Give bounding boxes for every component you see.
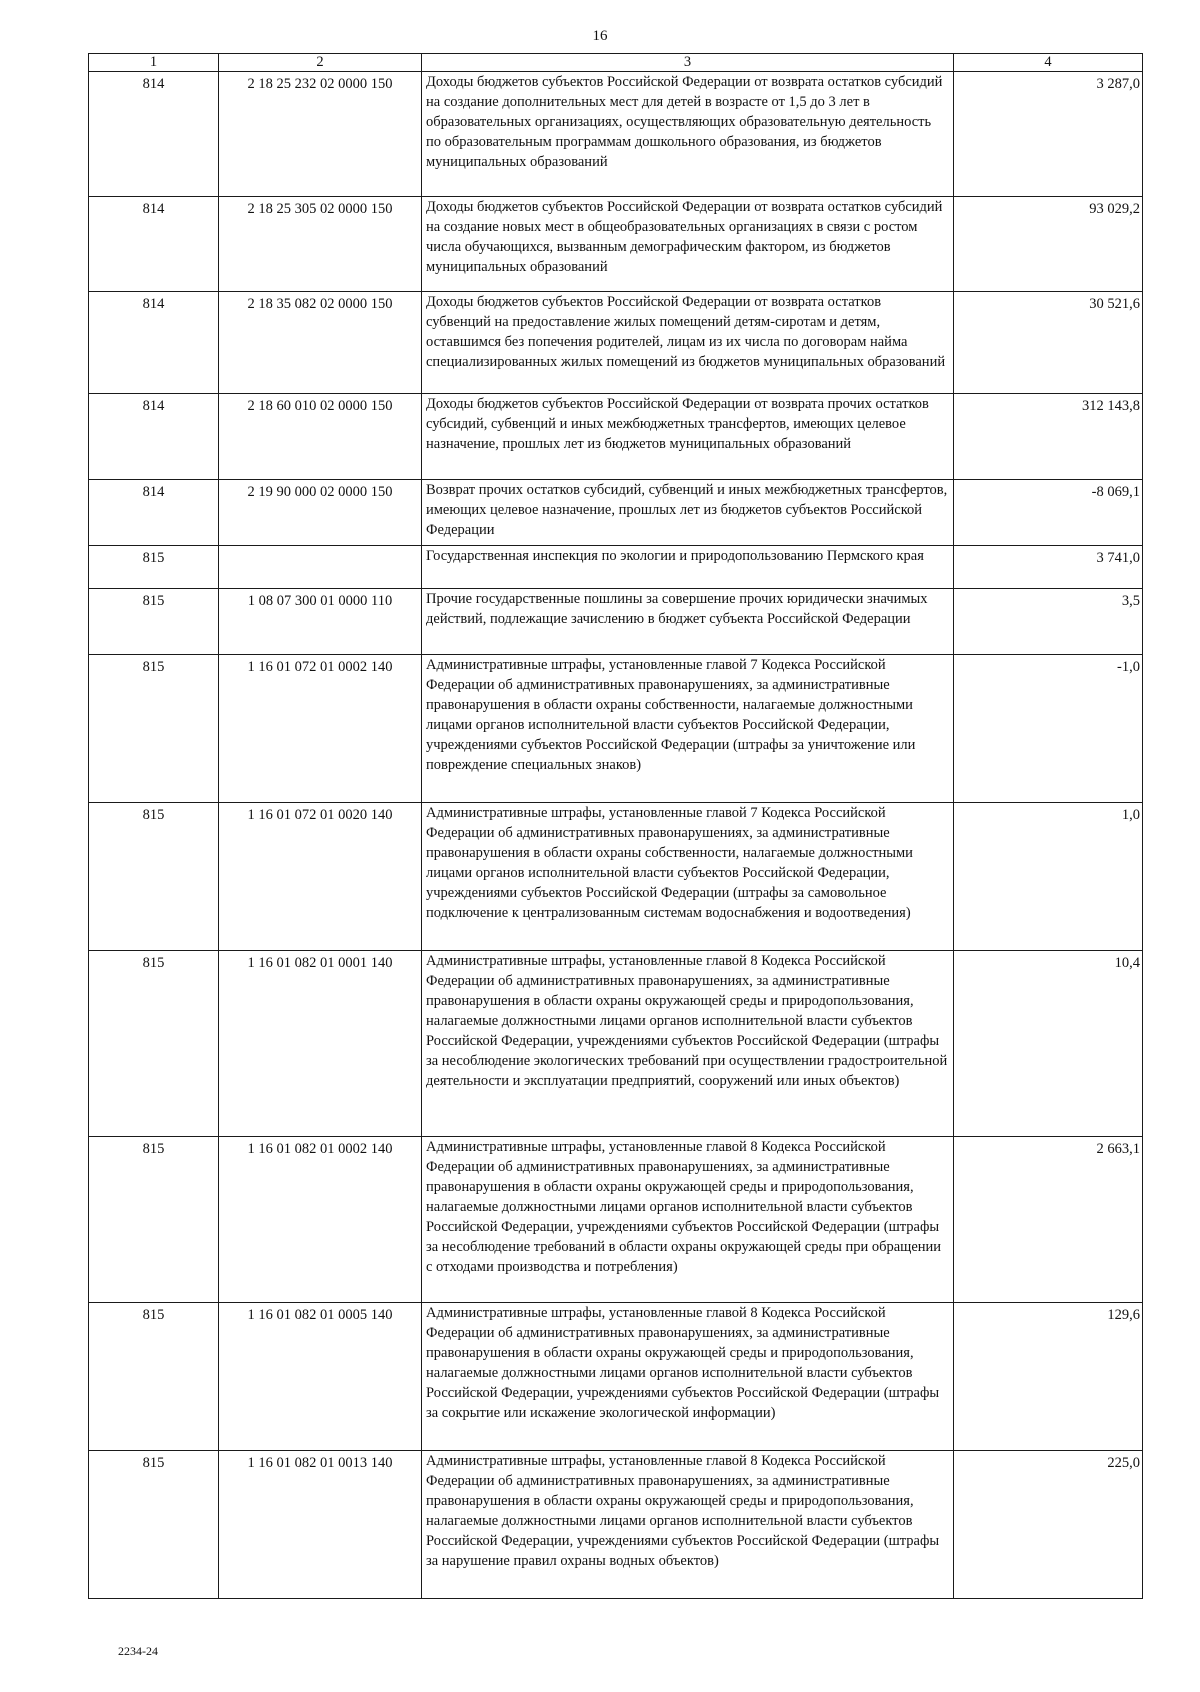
amount-cell: -8 069,1 — [954, 480, 1143, 546]
budget-code-cell: 2 18 35 082 02 0000 150 — [219, 292, 422, 394]
column-header-1: 1 — [89, 54, 219, 72]
table-row — [89, 394, 1143, 480]
admin-code-cell: 815 — [89, 951, 219, 1137]
revenue-name-cell: Административные штрафы, установленные главой 8 Кодекса Российской Федерации об административных правонарушениях, за административные правонарушения в области охраны окружающей среды и природопользования, налагаемые должностными лицами органов исполнительной власти субъектов Российской Федерации, учреждениями субъектов Российской Федерации (штрафы за нарушение правил охраны водных объектов) — [422, 1451, 954, 1599]
admin-code-cell: 815 — [89, 803, 219, 951]
page-number: 16 — [592, 28, 608, 44]
budget-code-cell: 1 16 01 072 01 0002 140 — [219, 655, 422, 803]
table-row — [89, 1137, 1143, 1303]
table-row — [89, 1303, 1143, 1451]
amount-cell: 225,0 — [954, 1451, 1143, 1599]
revenue-name-cell: Доходы бюджетов субъектов Российской Федерации от возврата остатков субсидий на создание дополнительных мест для детей в возрасте от 1,5 до 3 лет в образовательных организациях, осуществляющих образовательную деятельность по образовательным программам дошкольного образования, из бюджетов муниципальных образований — [422, 72, 954, 197]
budget-code-cell: 2 19 90 000 02 0000 150 — [219, 480, 422, 546]
admin-code-cell: 815 — [89, 1303, 219, 1451]
budget-code-cell — [219, 546, 422, 589]
amount-cell: 3 287,0 — [954, 72, 1143, 197]
table-row — [89, 480, 1143, 546]
admin-code-cell: 815 — [89, 546, 219, 589]
revenue-name-cell: Административные штрафы, установленные главой 8 Кодекса Российской Федерации об административных правонарушениях, за административные правонарушения в области охраны окружающей среды и природопользования, налагаемые должностными лицами органов исполнительной власти субъектов Российской Федерации, учреждениями субъектов Российской Федерации (штрафы за сокрытие или искажение экологической информации) — [422, 1303, 954, 1451]
amount-cell: -1,0 — [954, 655, 1143, 803]
admin-code-cell: 815 — [89, 589, 219, 655]
revenue-name-cell: Административные штрафы, установленные главой 7 Кодекса Российской Федерации об административных правонарушениях, за административные правонарушения в области охраны собственности, налагаемые должностными лицами органов исполнительной власти субъектов Российской Федерации, учреждениями субъектов Российской Федерации (штрафы за самовольное подключение к централизованным системам водоснабжения и водоотведения) — [422, 803, 954, 951]
column-header-3: 3 — [422, 54, 954, 72]
table-row — [89, 951, 1143, 1137]
admin-code-cell: 814 — [89, 292, 219, 394]
budget-code-cell: 1 08 07 300 01 0000 110 — [219, 589, 422, 655]
budget-code-cell: 1 16 01 082 01 0002 140 — [219, 1137, 422, 1303]
admin-code-cell: 814 — [89, 72, 219, 197]
table-header-row — [89, 54, 1143, 72]
table-row — [89, 803, 1143, 951]
table-row — [89, 589, 1143, 655]
table-body — [89, 72, 1143, 1599]
revenue-name-cell: Государственная инспекция по экологии и природопользованию Пермского края — [422, 546, 954, 589]
revenue-name-cell: Административные штрафы, установленные главой 8 Кодекса Российской Федерации об административных правонарушениях, за административные правонарушения в области охраны окружающей среды и природопользования, налагаемые должностными лицами органов исполнительной власти субъектов Российской Федерации, учреждениями субъектов Российской Федерации (штрафы за несоблюдение экологических требований при осуществлении градостроительной деятельности и эксплуатации предприятий, сооружений или иных объектов) — [422, 951, 954, 1137]
admin-code-cell: 814 — [89, 480, 219, 546]
document-code: 2234-24 — [118, 1644, 158, 1658]
amount-cell: 3 741,0 — [954, 546, 1143, 589]
amount-cell: 10,4 — [954, 951, 1143, 1137]
admin-code-cell: 815 — [89, 655, 219, 803]
revenue-name-cell: Доходы бюджетов субъектов Российской Федерации от возврата прочих остатков субсидий, субвенций и иных межбюджетных трансфертов, имеющих целевое назначение, прошлых лет из бюджетов муниципальных образований — [422, 394, 954, 480]
admin-code-cell: 814 — [89, 197, 219, 292]
amount-cell: 93 029,2 — [954, 197, 1143, 292]
table-row — [89, 1451, 1143, 1599]
budget-code-cell: 1 16 01 072 01 0020 140 — [219, 803, 422, 951]
table-row — [89, 72, 1143, 197]
revenue-name-cell: Административные штрафы, установленные главой 8 Кодекса Российской Федерации об административных правонарушениях, за административные правонарушения в области охраны окружающей среды и природопользования, налагаемые должностными лицами органов исполнительной власти субъектов Российской Федерации, учреждениями субъектов Российской Федерации (штрафы за несоблюдение требований в области охраны окружающей среды при обращении с отходами производства и потребления) — [422, 1137, 954, 1303]
table-row — [89, 197, 1143, 292]
revenue-name-cell: Возврат прочих остатков субсидий, субвенций и иных межбюджетных трансфертов, имеющих целевое назначение, прошлых лет из бюджетов субъектов Российской Федерации — [422, 480, 954, 546]
budget-revenue-table — [88, 53, 1143, 1599]
admin-code-cell: 814 — [89, 394, 219, 480]
budget-code-cell: 2 18 25 305 02 0000 150 — [219, 197, 422, 292]
budget-code-cell: 1 16 01 082 01 0013 140 — [219, 1451, 422, 1599]
column-header-2: 2 — [219, 54, 422, 72]
table-row — [89, 655, 1143, 803]
admin-code-cell: 815 — [89, 1451, 219, 1599]
amount-cell: 2 663,1 — [954, 1137, 1143, 1303]
amount-cell: 3,5 — [954, 589, 1143, 655]
column-header-4: 4 — [954, 54, 1143, 72]
budget-code-cell: 1 16 01 082 01 0001 140 — [219, 951, 422, 1137]
table-row — [89, 546, 1143, 589]
revenue-name-cell: Административные штрафы, установленные главой 7 Кодекса Российской Федерации об административных правонарушениях, за административные правонарушения в области охраны собственности, налагаемые должностными лицами органов исполнительной власти субъектов Российской Федерации, учреждениями субъектов Российской Федерации (штрафы за уничтожение или повреждение специальных знаков) — [422, 655, 954, 803]
budget-code-cell: 2 18 60 010 02 0000 150 — [219, 394, 422, 480]
revenue-name-cell: Доходы бюджетов субъектов Российской Федерации от возврата остатков субсидий на создание новых мест в общеобразовательных организациях в связи с ростом числа обучающихся, вызванным демографическим фактором, из бюджетов муниципальных образований — [422, 197, 954, 292]
table-row — [89, 292, 1143, 394]
amount-cell: 129,6 — [954, 1303, 1143, 1451]
revenue-name-cell: Доходы бюджетов субъектов Российской Федерации от возврата остатков субвенций на предоставление жилых помещений детям-сиротам и детям, оставшимся без попечения родителей, лицам из их числа по договорам найма специализированных жилых помещений из бюджетов муниципальных образований — [422, 292, 954, 394]
amount-cell: 312 143,8 — [954, 394, 1143, 480]
budget-code-cell: 1 16 01 082 01 0005 140 — [219, 1303, 422, 1451]
amount-cell: 1,0 — [954, 803, 1143, 951]
revenue-name-cell: Прочие государственные пошлины за совершение прочих юридически значимых действий, подлежащие зачислению в бюджет субъекта Российской Федерации — [422, 589, 954, 655]
budget-code-cell: 2 18 25 232 02 0000 150 — [219, 72, 422, 197]
amount-cell: 30 521,6 — [954, 292, 1143, 394]
admin-code-cell: 815 — [89, 1137, 219, 1303]
